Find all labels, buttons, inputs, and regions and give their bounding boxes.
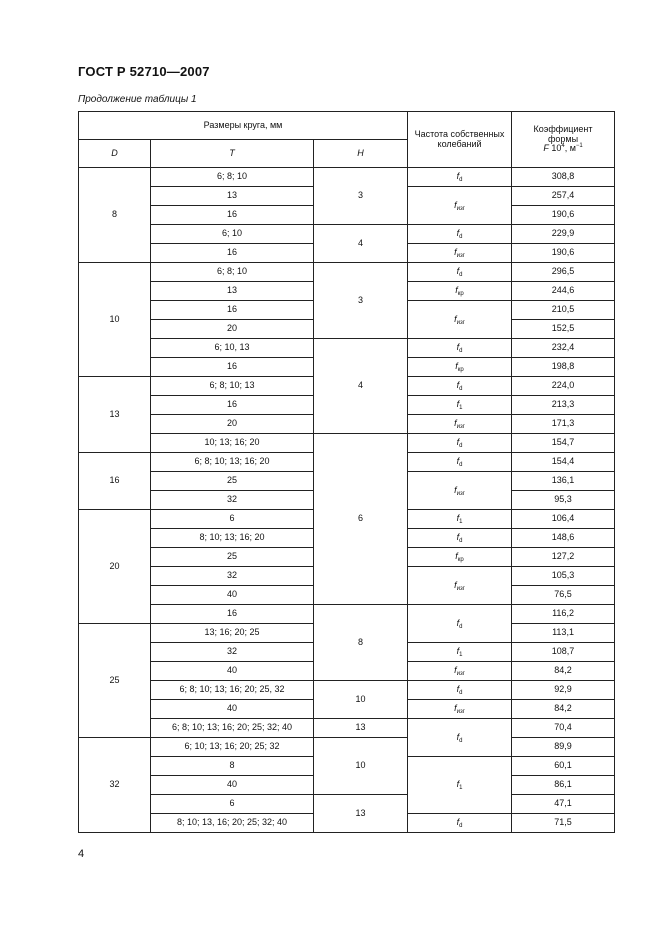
table-row xyxy=(79,719,615,738)
table-row xyxy=(79,681,615,700)
cell-thickness: 6; 8; 10; 13; 16; 20; 25; 32; 40 xyxy=(151,719,314,738)
frequency-symbol: f xyxy=(456,456,460,467)
frequency-subscript: d xyxy=(459,386,463,393)
cell-coefficient: 136,1 xyxy=(512,472,615,491)
frequency-symbol: f xyxy=(455,551,458,562)
header-coefficient-line2: формы xyxy=(547,133,579,144)
cell-frequency xyxy=(408,434,512,453)
cell-coefficient: 308,8 xyxy=(512,168,615,187)
frequency-symbol: f xyxy=(456,532,460,543)
cell-thickness: 16 xyxy=(151,358,314,377)
frequency-subscript: изг xyxy=(456,671,465,678)
table-row xyxy=(79,434,615,453)
header-coefficient-line3: F $10^4$, $м^{-1}$ xyxy=(543,143,583,154)
cell-coefficient: 171,3 xyxy=(512,415,615,434)
frequency-subscript: изг xyxy=(456,253,465,260)
cell-thickness: 8 xyxy=(151,757,314,776)
cell-frequency xyxy=(408,339,512,358)
cell-coefficient: 198,8 xyxy=(512,358,615,377)
cell-hole: 6 xyxy=(314,434,408,605)
frequency-subscript: d xyxy=(459,234,463,241)
cell-frequency xyxy=(408,453,512,472)
cell-coefficient: 108,7 xyxy=(512,643,615,662)
cell-coefficient: 229,9 xyxy=(512,225,615,244)
cell-coefficient: 92,9 xyxy=(512,681,615,700)
cell-frequency xyxy=(408,605,512,643)
table-body xyxy=(79,168,615,833)
cell-diameter: 10 xyxy=(79,263,151,377)
frequency-subscript: d xyxy=(459,272,463,279)
frequency-symbol: f xyxy=(454,418,457,429)
cell-coefficient: 86,1 xyxy=(512,776,615,795)
frequency-subscript: 1 xyxy=(459,519,463,526)
cell-thickness: 8; 10; 13; 16; 20 xyxy=(151,529,314,548)
cell-thickness: 40 xyxy=(151,776,314,795)
frequency-subscript: d xyxy=(459,348,463,355)
cell-diameter: 13 xyxy=(79,377,151,453)
frequency-symbol: f xyxy=(456,731,460,742)
frequency-symbol: f xyxy=(456,779,460,790)
cell-coefficient: 84,2 xyxy=(512,662,615,681)
header-H: H xyxy=(314,140,408,168)
frequency-subscript: изг xyxy=(456,205,465,212)
cell-frequency xyxy=(408,643,512,662)
cell-thickness: 6; 8; 10; 13; 16; 20; 25, 32 xyxy=(151,681,314,700)
cell-coefficient: 106,4 xyxy=(512,510,615,529)
frequency-subscript: изг xyxy=(456,585,465,592)
cell-thickness: 6 xyxy=(151,795,314,814)
cell-diameter: 25 xyxy=(79,624,151,738)
cell-frequency xyxy=(408,396,512,415)
frequency-symbol: f xyxy=(454,313,457,324)
frequency-subscript: d xyxy=(459,623,463,630)
cell-coefficient: 47,1 xyxy=(512,795,615,814)
cell-coefficient: 71,5 xyxy=(512,814,615,833)
frequency-subscript: изг xyxy=(456,490,465,497)
frequency-table xyxy=(78,111,615,833)
cell-coefficient: 70,4 xyxy=(512,719,615,738)
frequency-subscript: d xyxy=(459,177,463,184)
table-row xyxy=(79,225,615,244)
cell-coefficient: 213,3 xyxy=(512,396,615,415)
cell-coefficient: 95,3 xyxy=(512,491,615,510)
frequency-symbol: f xyxy=(456,817,460,828)
cell-thickness: 6; 8; 10; 13; 16; 20 xyxy=(151,453,314,472)
frequency-subscript: d xyxy=(459,823,463,830)
cell-thickness: 16 xyxy=(151,396,314,415)
table-row xyxy=(79,339,615,358)
header-dimensions-group: Размеры круга, мм xyxy=(79,112,408,140)
header-coefficient xyxy=(512,112,615,168)
cell-coefficient: 89,9 xyxy=(512,738,615,757)
frequency-subscript: d xyxy=(459,538,463,545)
frequency-symbol: f xyxy=(456,399,460,410)
cell-coefficient: 127,2 xyxy=(512,548,615,567)
cell-thickness: 32 xyxy=(151,491,314,510)
cell-thickness: 6 xyxy=(151,510,314,529)
cell-thickness: 16 xyxy=(151,206,314,225)
cell-frequency xyxy=(408,377,512,396)
cell-coefficient: 210,5 xyxy=(512,301,615,320)
cell-frequency xyxy=(408,301,512,339)
cell-frequency xyxy=(408,225,512,244)
cell-thickness: 25 xyxy=(151,548,314,567)
cell-frequency xyxy=(408,187,512,225)
cell-thickness: 13 xyxy=(151,282,314,301)
cell-frequency xyxy=(408,567,512,605)
cell-hole: 13 xyxy=(314,719,408,738)
cell-thickness: 40 xyxy=(151,662,314,681)
cell-frequency xyxy=(408,662,512,681)
cell-hole: 3 xyxy=(314,263,408,339)
frequency-symbol: f xyxy=(456,171,460,182)
frequency-symbol: f xyxy=(456,646,460,657)
frequency-subscript: d xyxy=(459,737,463,744)
cell-coefficient: 154,7 xyxy=(512,434,615,453)
cell-thickness: 40 xyxy=(151,700,314,719)
frequency-symbol: f xyxy=(456,437,460,448)
table-row xyxy=(79,738,615,757)
frequency-subscript: d xyxy=(459,462,463,469)
cell-thickness: 16 xyxy=(151,301,314,320)
cell-thickness: 6; 8; 10 xyxy=(151,263,314,282)
cell-thickness: 6; 10; 13; 16; 20; 25; 32 xyxy=(151,738,314,757)
frequency-symbol: f xyxy=(454,703,457,714)
cell-coefficient: 257,4 xyxy=(512,187,615,206)
frequency-symbol: f xyxy=(456,513,460,524)
cell-frequency xyxy=(408,415,512,434)
frequency-symbol: f xyxy=(454,247,457,258)
cell-thickness: 13 xyxy=(151,187,314,206)
frequency-subscript: d xyxy=(459,443,463,450)
cell-thickness: 6; 10, 13 xyxy=(151,339,314,358)
cell-hole: 8 xyxy=(314,605,408,681)
cell-hole: 10 xyxy=(314,681,408,719)
cell-thickness: 6; 8; 10; 13 xyxy=(151,377,314,396)
cell-thickness: 6; 10 xyxy=(151,225,314,244)
frequency-symbol: f xyxy=(456,380,460,391)
cell-coefficient: 154,4 xyxy=(512,453,615,472)
frequency-symbol: f xyxy=(454,579,457,590)
cell-frequency xyxy=(408,358,512,377)
table-row xyxy=(79,168,615,187)
cell-thickness: 32 xyxy=(151,567,314,586)
cell-hole: 13 xyxy=(314,795,408,833)
cell-coefficient: 224,0 xyxy=(512,377,615,396)
cell-coefficient: 148,6 xyxy=(512,529,615,548)
cell-coefficient: 76,5 xyxy=(512,586,615,605)
frequency-symbol: f xyxy=(456,266,460,277)
cell-coefficient: 113,1 xyxy=(512,624,615,643)
cell-hole: 4 xyxy=(314,339,408,434)
frequency-symbol: f xyxy=(456,617,460,628)
frequency-subscript: изг xyxy=(456,319,465,326)
frequency-symbol: f xyxy=(456,228,460,239)
cell-thickness: 20 xyxy=(151,415,314,434)
cell-coefficient: 190,6 xyxy=(512,244,615,263)
frequency-symbol: f xyxy=(456,684,460,695)
frequency-subscript: 1 xyxy=(459,405,463,412)
header-frequency: Частота собственных колебаний xyxy=(408,112,512,168)
cell-frequency xyxy=(408,814,512,833)
header-D: D xyxy=(79,140,151,168)
cell-hole: 10 xyxy=(314,738,408,795)
frequency-subscript: изг xyxy=(456,424,465,431)
frequency-subscript: 1 xyxy=(459,652,463,659)
table-row xyxy=(79,795,615,814)
table-caption: Продолжение таблицы 1 xyxy=(78,94,197,105)
cell-frequency xyxy=(408,168,512,187)
cell-frequency xyxy=(408,548,512,567)
frequency-symbol: f xyxy=(454,484,457,495)
cell-coefficient: 190,6 xyxy=(512,206,615,225)
cell-diameter: 16 xyxy=(79,453,151,510)
cell-frequency xyxy=(408,529,512,548)
cell-coefficient: 116,2 xyxy=(512,605,615,624)
cell-frequency xyxy=(408,700,512,719)
cell-diameter: 32 xyxy=(79,738,151,833)
document-standard-title: ГОСТ Р 52710—2007 xyxy=(78,64,210,79)
cell-hole: 4 xyxy=(314,225,408,263)
header-T: T xyxy=(151,140,314,168)
cell-thickness: 6; 8; 10 xyxy=(151,168,314,187)
cell-coefficient: 84,2 xyxy=(512,700,615,719)
cell-coefficient: 232,4 xyxy=(512,339,615,358)
cell-thickness: 20 xyxy=(151,320,314,339)
cell-thickness: 16 xyxy=(151,605,314,624)
frequency-subscript: кр xyxy=(457,367,464,374)
table-row xyxy=(79,263,615,282)
cell-coefficient: 105,3 xyxy=(512,567,615,586)
frequency-symbol: f xyxy=(455,361,458,372)
cell-thickness: 16 xyxy=(151,244,314,263)
cell-thickness: 13; 16; 20; 25 xyxy=(151,624,314,643)
cell-frequency xyxy=(408,510,512,529)
cell-frequency xyxy=(408,681,512,700)
cell-frequency xyxy=(408,472,512,510)
cell-frequency xyxy=(408,719,512,757)
header-coefficient-line1: Коэффициент xyxy=(533,123,593,134)
frequency-symbol: f xyxy=(455,285,458,296)
cell-thickness: 8; 10; 13, 16; 20; 25; 32; 40 xyxy=(151,814,314,833)
frequency-subscript: изг xyxy=(456,709,465,716)
frequency-symbol: f xyxy=(456,342,460,353)
frequency-symbol: f xyxy=(454,665,457,676)
cell-coefficient: 244,6 xyxy=(512,282,615,301)
frequency-symbol: f xyxy=(454,199,457,210)
cell-thickness: 25 xyxy=(151,472,314,491)
cell-diameter: 8 xyxy=(79,168,151,263)
cell-frequency xyxy=(408,244,512,263)
cell-frequency xyxy=(408,282,512,301)
cell-hole: 3 xyxy=(314,168,408,225)
cell-thickness: 40 xyxy=(151,586,314,605)
cell-frequency xyxy=(408,263,512,282)
cell-diameter: 20 xyxy=(79,510,151,624)
page-number: 4 xyxy=(78,848,85,860)
frequency-subscript: 1 xyxy=(459,785,463,792)
frequency-subscript: d xyxy=(459,690,463,697)
cell-coefficient: 60,1 xyxy=(512,757,615,776)
cell-thickness: 32 xyxy=(151,643,314,662)
frequency-subscript: кр xyxy=(457,557,464,564)
cell-thickness: 10; 13; 16; 20 xyxy=(151,434,314,453)
cell-coefficient: 296,5 xyxy=(512,263,615,282)
frequency-subscript: кр xyxy=(457,291,464,298)
table-row xyxy=(79,605,615,624)
cell-coefficient: 152,5 xyxy=(512,320,615,339)
cell-frequency xyxy=(408,757,512,814)
